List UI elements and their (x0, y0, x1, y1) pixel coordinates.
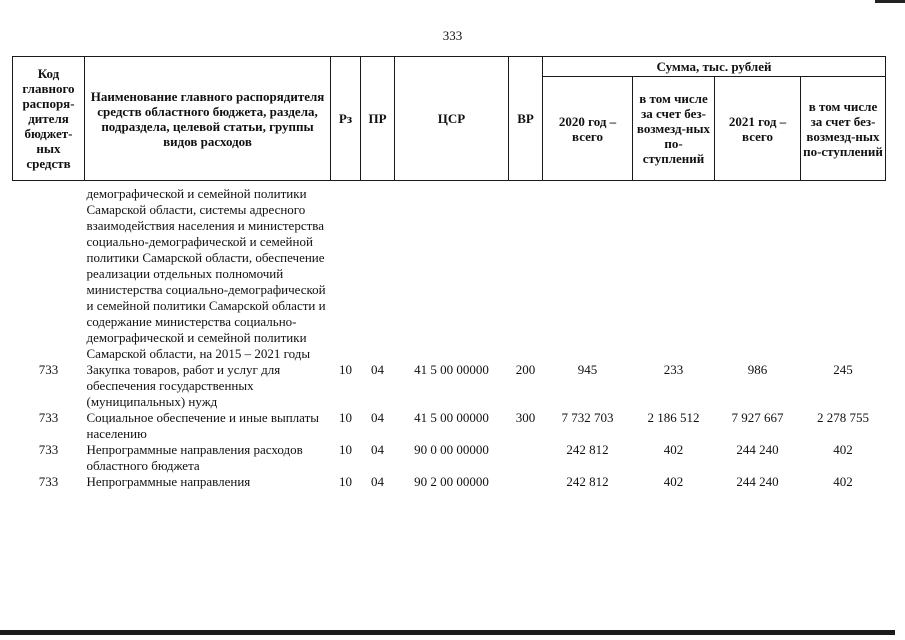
row-2021-free: 402 (833, 442, 853, 457)
header-sum-group: Сумма, тыс. рублей (543, 57, 886, 77)
row-rz: 10 (339, 362, 352, 377)
table-row (13, 186, 886, 362)
row-2020-total: 945 (577, 362, 598, 377)
header-rz: Рз (331, 57, 361, 181)
header-2020-free: в том числе за счет без-возмезд-ных по-ступлений (633, 77, 715, 181)
row-2021-total: 244 240 (736, 474, 779, 489)
row-rz: 10 (339, 474, 352, 489)
budget-table (12, 56, 886, 490)
row-name: Непрограммные направления (86, 474, 251, 489)
header-2020-total: 2020 год – всего (543, 77, 633, 181)
table-row (13, 442, 886, 474)
row-name: Непрограммные направления расходов областного бюджета (86, 442, 303, 473)
row-pr: 04 (371, 410, 384, 425)
row-2020-total: 242 812 (566, 474, 609, 489)
row-vr (509, 442, 543, 474)
page-number: 333 (442, 28, 463, 43)
header-2021-free: в том числе за счет без-возмезд-ных по-ступлений (801, 77, 886, 181)
header-pr: ПР (361, 57, 395, 181)
header-name: Наименование главного распорядителя средств областного бюджета, раздела, подраздела, целевой статьи, группы видов расходов (85, 57, 331, 181)
table-row (13, 362, 886, 410)
row-2021-free: 402 (833, 474, 853, 489)
header-code: Код главного распоря-дителя бюджет-ных средств (13, 57, 85, 181)
row-csr: 90 2 00 00000 (414, 474, 489, 489)
row-2020-free: 2 186 512 (647, 410, 700, 425)
row-2020-free: 233 (663, 362, 684, 377)
row-name: Социальное обеспечение и иные выплаты населению (86, 410, 320, 441)
table-row (13, 410, 886, 442)
row-csr: 41 5 00 00000 (414, 362, 489, 377)
header-vr: ВР (509, 57, 543, 181)
row-code: 733 (38, 442, 59, 457)
scan-top-mark (875, 0, 905, 3)
row-2020-total: 7 732 703 (561, 410, 614, 425)
row-vr: 300 (515, 410, 536, 425)
row-2021-total: 244 240 (736, 442, 779, 457)
row-csr: 90 0 00 00000 (414, 442, 489, 457)
row-code: 733 (38, 410, 59, 425)
row-2021-total: 7 927 667 (731, 410, 784, 425)
row-2021-free: 245 (833, 362, 853, 377)
row-2020-free: 402 (663, 442, 684, 457)
row-2021-total: 986 (747, 362, 768, 377)
row-rz: 10 (339, 442, 352, 457)
table-body (13, 181, 886, 491)
row-name: демографической и семейной политики Самарской области, системы адресного взаимодействия населения и министерства социально-демографической и семейной политики Самарской области, обеспечение реализации отдельных полномочий министерства социально-демографической и семейной политики Самарской области и содержание министерства социально-демографической и семейной политики Самарской области, на 2015 – 2021 годы (86, 186, 326, 361)
row-2020-total: 242 812 (566, 442, 609, 457)
header-2021-total: 2021 год – всего (715, 77, 801, 181)
row-rz: 10 (339, 410, 352, 425)
row-name: Закупка товаров, работ и услуг для обеспечения государственных (муниципальных) нужд (86, 362, 281, 409)
scan-bottom-edge (0, 628, 905, 640)
row-csr: 41 5 00 00000 (414, 410, 489, 425)
row-vr (509, 474, 543, 490)
table-header (13, 57, 886, 181)
row-pr: 04 (371, 474, 384, 489)
row-code: 733 (38, 362, 59, 377)
row-code: 733 (38, 474, 59, 489)
row-pr: 04 (371, 362, 384, 377)
scan-bottom-bar (0, 630, 895, 635)
scan-top-edge (0, 0, 905, 3)
row-pr: 04 (371, 442, 384, 457)
header-csr: ЦСР (395, 57, 509, 181)
row-2020-free: 402 (663, 474, 684, 489)
row-vr: 200 (515, 362, 536, 377)
row-2021-free: 2 278 755 (817, 410, 869, 425)
table-row (13, 474, 886, 490)
